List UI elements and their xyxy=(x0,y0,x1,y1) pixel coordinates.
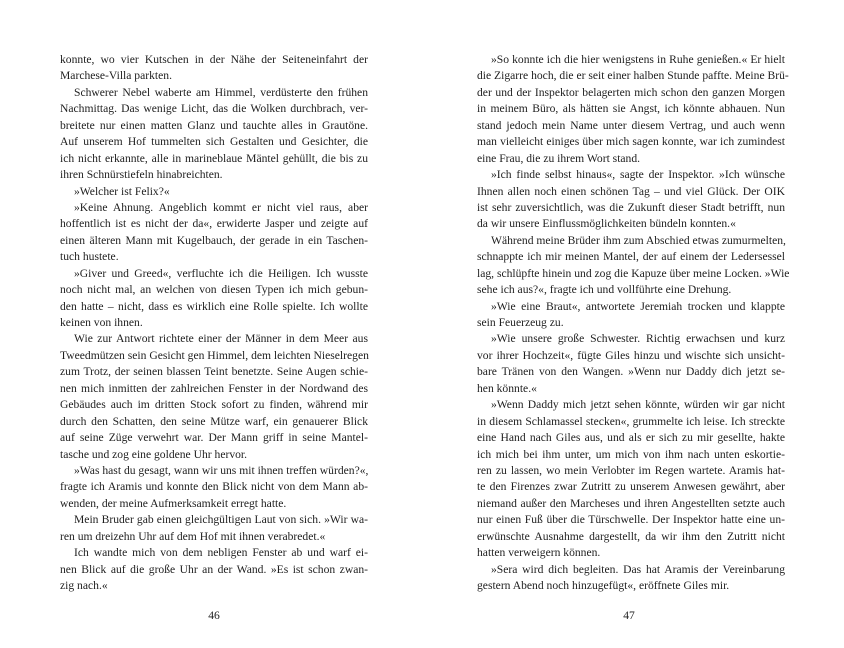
text-line: durch den Schatten, den seine Mütze warf, ein genauerer Blick xyxy=(60,414,368,428)
text-line: hatten verweigern können. xyxy=(477,546,601,560)
text-line: auf seine Züge verwehrt war. Der Mann griff in seine Mantel- xyxy=(60,431,368,445)
text-line: da wir unsere Einflussmöglichkeiten bündeln konnten.« xyxy=(477,217,736,231)
text-line: sehe ich aus?«, fragte ich und vollführte eine Drehung. xyxy=(477,283,732,297)
page-number: 47 xyxy=(623,609,635,622)
text-line: tuch hustete. xyxy=(60,250,119,264)
text-line: erwünschte Ausnahme dargestellt, da wir ihm den Zutritt nicht xyxy=(477,529,785,543)
text-line: ihren Schnürstiefeln hinabreichten. xyxy=(60,168,223,182)
text-line: »Giver und Greed«, verfluchte ich die Heiligen. Ich wusste xyxy=(74,266,368,280)
text-line: »Was hast du gesagt, wann wir uns mit ihnen treffen würden?«, xyxy=(74,463,369,477)
text-line: in meinem Büro, als hätten sie Angst, ich könnte abhauen. Nun xyxy=(477,102,785,116)
text-line: den hatte – nicht, dass es wirklich eine Rolle spielte. Ich wollte xyxy=(60,299,368,313)
text-line: eine Hand nach Giles aus, und als er sich zu mir gesellte, hakte xyxy=(477,431,785,445)
text-line: konnte, wo vier Kutschen in der Nähe der Seiteneinfahrt der xyxy=(60,53,368,66)
text-line: fragte ich Aramis und konnte den Blick nicht von dem Mann ab- xyxy=(60,480,368,494)
text-line: keinen von ihnen. xyxy=(60,316,143,329)
page-text xyxy=(60,52,368,594)
text-line: stand jedoch mein Name unter diesem Vertrag, und auch wenn xyxy=(477,118,785,132)
text-line: ren um dreizehn Uhr auf dem Hof mit ihnen verabredet.« xyxy=(60,529,326,543)
text-line: »Wie unsere große Schwester. Richtig erwachsen und kurz xyxy=(491,332,785,346)
text-line: sein Feuerzeug zu. xyxy=(477,316,564,329)
text-line: Gebäudes auch im dritten Stock sofort zu finden, während mir xyxy=(60,398,368,412)
text-line: »Ich finde selbst hinaus«, sagte der Inspektor. »Ich wünsche xyxy=(491,168,785,182)
text-line: ich nicht erkannte, alle in marineblaue Mäntel gehüllt, die bis zu xyxy=(60,151,368,165)
text-line: ist sehr zuversichtlich, was die Zukunft dieser Stadt betrifft, nun xyxy=(477,200,785,214)
text-line: bare Tränen von den Wangen. »Wenn nur Daddy dich jetzt se- xyxy=(477,365,785,379)
text-line: nen mich inmitten der zahlreichen Fenster in der Nordwand des xyxy=(60,381,368,395)
text-line: zum Trotz, der seinen blassen Teint benetzte. Seine Augen schie- xyxy=(60,365,368,379)
text-line: lag, schlüpfte hinein und zog die Kapuze über meine Locken. »Wie xyxy=(477,266,790,280)
text-line: Auf unserem Hof tummelten sich Gestalten und Gesichter, die xyxy=(60,135,368,149)
text-line: Tweedmützen sein Gesicht gen Himmel, dem leichten Nieselregen xyxy=(60,348,369,362)
text-line: schnappte ich mir meinen Mantel, der auf einem der Ledersessel xyxy=(477,250,785,264)
text-line: tasche und zog eine goldene Uhr hervor. xyxy=(60,447,248,461)
text-line: gestern Abend noch hinzugefügt«, eröffnete Giles mir. xyxy=(477,579,730,592)
text-line: der und der Inspektor belagerten mich schon den ganzen Morgen xyxy=(477,85,785,99)
text-line: »So konnte ich die hier wenigstens in Ruhe genießen.« Er hielt xyxy=(491,53,785,66)
text-line: nen Blick auf die große Uhr an der Wand. »Es ist schon zwan- xyxy=(60,562,368,576)
text-line: vor ihrer Hochzeit«, fügte Giles hinzu und wischte sich unsicht- xyxy=(477,348,785,362)
text-line: »Wie eine Braut«, antwortete Jeremiah trocken und klappte xyxy=(491,299,785,313)
text-line: Schwerer Nebel waberte am Himmel, verdüsterte den frühen xyxy=(74,85,368,99)
text-line: eine Frau, die zu ihrem Wort stand. xyxy=(477,151,641,165)
text-line: »Welcher ist Felix?« xyxy=(74,184,170,198)
text-line: in diesem Schlamassel stecken«, grummelte ich leise. Ich streckte xyxy=(477,414,785,428)
text-line: noch nicht mal, an welchen von diesen Typen ich mich gebun- xyxy=(60,283,368,297)
text-line: wenden, der meine Aufmerksamkeit erregt hatte. xyxy=(60,496,287,510)
page-text xyxy=(477,52,790,594)
text-line: breitete nur einen matten Glanz und tauchte alles in Grautöne. xyxy=(60,118,368,132)
text-line: einen älteren Mann mit Kugelbauch, der gerade in ein Taschen- xyxy=(60,233,368,247)
text-line: zig nach.« xyxy=(60,579,108,592)
right-page xyxy=(422,0,844,648)
text-line: hen könnte.« xyxy=(477,381,537,395)
text-line: te den Firenzes zwar Zutritt zu unserem Anwesen gewährt, aber xyxy=(477,480,785,494)
text-line: niemand außer den Marcheses und ihren Angestellten setzte auch xyxy=(477,496,785,510)
text-line: Wie zur Antwort richtete einer der Männer in dem Meer aus xyxy=(74,332,368,346)
text-line: nur einen Fuß über die Türschwelle. Der Inspektor hatte eine un- xyxy=(477,513,785,527)
text-line: Nachmittag. Das wenige Licht, das die Wolken durchbrach, ver- xyxy=(60,102,368,116)
text-line: Ihnen allen noch einen schönen Tag – und viel Glück. Der OIK xyxy=(477,184,785,198)
text-line: »Wenn Daddy mich jetzt sehen könnte, würden wir gar nicht xyxy=(491,398,785,412)
text-line: Marchese-Villa parkten. xyxy=(60,69,172,83)
text-line: ren zu lassen, wo mein Verlobter im Regen wartete. Aramis hat- xyxy=(477,463,785,477)
text-line: »Keine Ahnung. Angeblich kommt er nicht viel raus, aber xyxy=(74,200,368,214)
text-line: hoffentlich ist es nicht der da«, erwiderte Jasper und zeigte auf xyxy=(60,217,368,231)
text-line: Ich wandte mich von dem nebligen Fenster ab und warf ei- xyxy=(74,546,368,560)
text-line: »Sera wird dich begleiten. Das hat Aramis der Vereinbarung xyxy=(491,562,785,576)
text-line: Mein Bruder gab einen gleichgültigen Laut von sich. »Wir wa- xyxy=(74,513,368,527)
text-line: man vielleicht einiges über mich sagen konnte, war ich zumindest xyxy=(477,135,785,149)
page-number: 46 xyxy=(208,609,220,622)
text-line: Während meine Brüder ihm zum Abschied etwas zumurmelten, xyxy=(491,233,786,247)
text-line: die Zigarre hoch, die er seit einer halben Stunde paffte. Meine Brü- xyxy=(477,69,789,83)
text-line: ich mich bei ihm unter, um mich von ihm nach unten eskortie- xyxy=(477,447,785,461)
